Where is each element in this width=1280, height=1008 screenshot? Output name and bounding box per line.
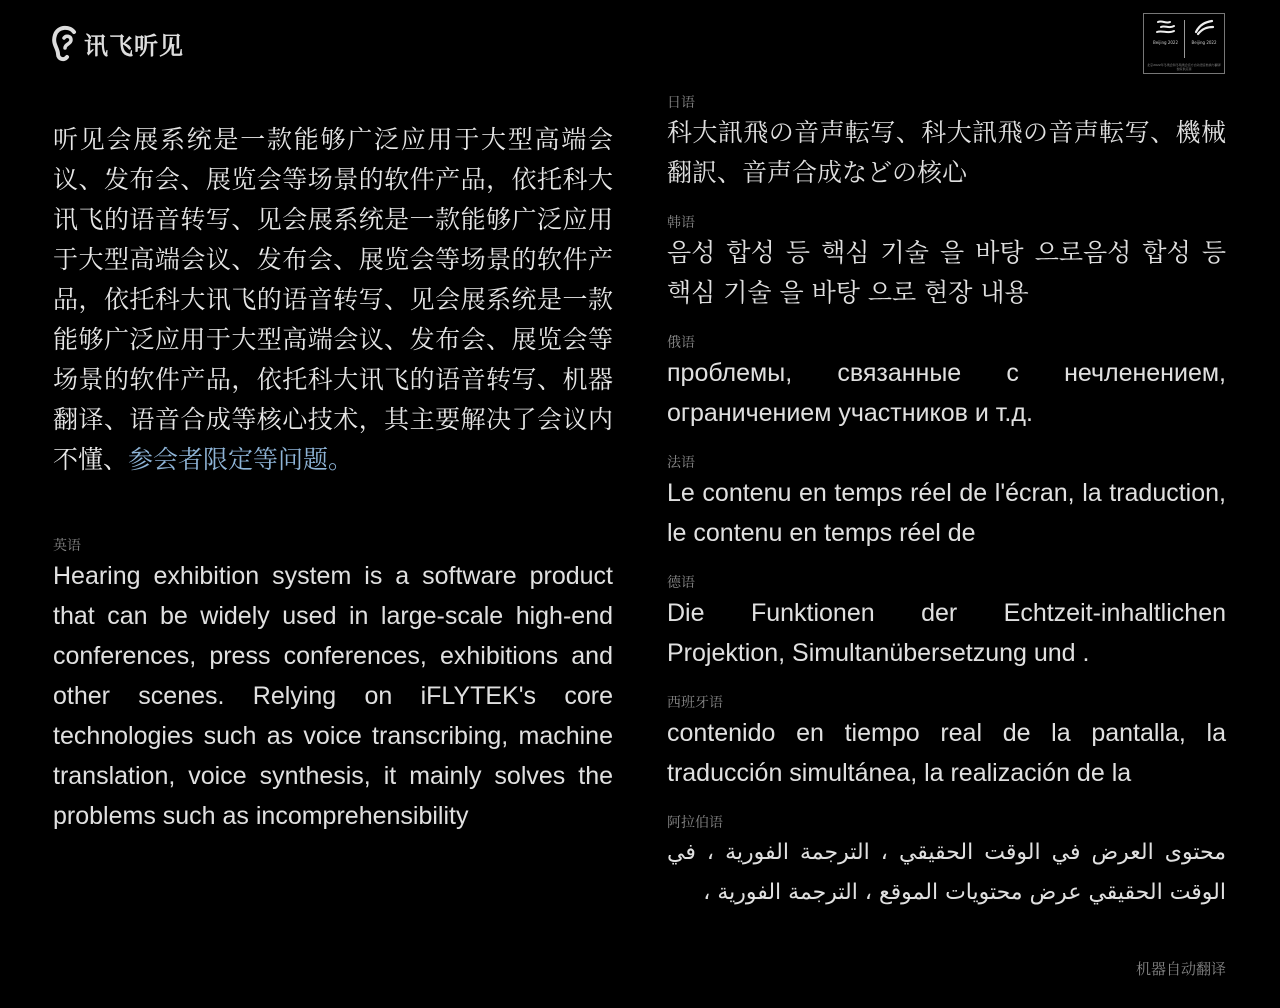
brand-logo bbox=[52, 24, 184, 62]
badge-caption: 北京2022年冬奥会和冬残奥会官方自动语音转换与翻译独家供应商 bbox=[1147, 63, 1221, 71]
german-translation-text: Die Funktionen der Echtzeit-inhaltlichen Projektion, Simultanübersetzung und . bbox=[667, 599, 1226, 667]
arabic-translation-block bbox=[667, 813, 1226, 933]
russian-label: 俄语 bbox=[667, 335, 695, 351]
spanish-translation-text: contenido en tiempo real de la pantalla, la traducción simultánea, la realización de la bbox=[667, 719, 1226, 787]
german-label: 德语 bbox=[667, 575, 695, 591]
japanese-translation-text: 科大訊飛の音声転写、科大訊飛の音声転写、機械翻訳、音声合成などの核心 bbox=[667, 118, 1226, 187]
japanese-translation-block bbox=[667, 93, 1226, 213]
arabic-translation-text: محتوى العرض في الوقت الحقيقي ، الترجمة الفورية ، في الوقت الحقيقي عرض محتويات الموقع ، الترجمة الفورية ، bbox=[667, 840, 1226, 905]
korean-translation-block bbox=[667, 213, 1226, 333]
beijing-2022-badge bbox=[1143, 13, 1225, 74]
english-label: 英语 bbox=[53, 538, 81, 554]
spanish-label: 西班牙语 bbox=[667, 695, 723, 711]
brand-name: 讯飞听见 bbox=[84, 31, 184, 60]
ear-icon bbox=[52, 24, 80, 62]
machine-translation-note: 机器自动翻译 bbox=[1135, 960, 1226, 978]
olympic-badge-text: Beijing 2022 bbox=[1152, 40, 1179, 45]
english-translation-block bbox=[53, 536, 613, 836]
badge-divider bbox=[1184, 20, 1185, 58]
english-translation-text: Hearing exhibition system is a software product that can be widely used in large-scale high-end conferences, press conferences, exhibitions and other scenes. Relying on iFLYTEK's core technologies such as voice transcribing, machine translation, voice synthesis, it mainly solves the problems such as incomprehensibility bbox=[53, 562, 613, 830]
german-translation-block bbox=[667, 573, 1226, 693]
chinese-source-text bbox=[53, 120, 613, 480]
chinese-source-highlight: 参会者限定等问题。 bbox=[128, 445, 354, 474]
spanish-translation-block bbox=[667, 693, 1226, 813]
source-panel bbox=[53, 120, 613, 836]
olympic-emblem-icon bbox=[1152, 18, 1180, 40]
french-translation-text: Le contenu en temps réel de l'écran, la traduction, le contenu en temps réel de bbox=[667, 479, 1226, 547]
chinese-source-body: 听见会展系统是一款能够广泛应用于大型高端会议、发布会、展览会等场景的软件产品，依托科大讯飞的语音转写、见会展系统是一款能够广泛应用于大型高端会议、发布会、展览会等场景的软件产品，依托科大讯飞的语音转写、见会展系统是一款能够广泛应用于大型高端会议、发布会、展览会等场景的软件产品，依托科大讯飞的语音转写、机器翻译、语音合成等核心技术，其主要解决了会议内不懂、 bbox=[53, 125, 613, 474]
russian-translation-block bbox=[667, 333, 1226, 453]
arabic-label: 阿拉伯语 bbox=[667, 815, 723, 831]
korean-translation-text: 음성 합성 등 핵심 기술 을 바탕 으로음성 합성 등 핵심 기술 을 바탕 으로 현장 내용 bbox=[667, 238, 1226, 307]
french-label: 法语 bbox=[667, 455, 695, 471]
paralympic-badge-text: Beijing 2022 bbox=[1191, 40, 1217, 45]
korean-label: 韩语 bbox=[667, 215, 695, 231]
japanese-label: 日语 bbox=[667, 95, 695, 111]
french-translation-block bbox=[667, 453, 1226, 573]
russian-translation-text: проблемы, связанные с нечленением, ограничением участников и т.д. bbox=[667, 359, 1226, 427]
translations-panel bbox=[667, 93, 1226, 933]
paralympic-emblem-icon bbox=[1190, 18, 1218, 40]
